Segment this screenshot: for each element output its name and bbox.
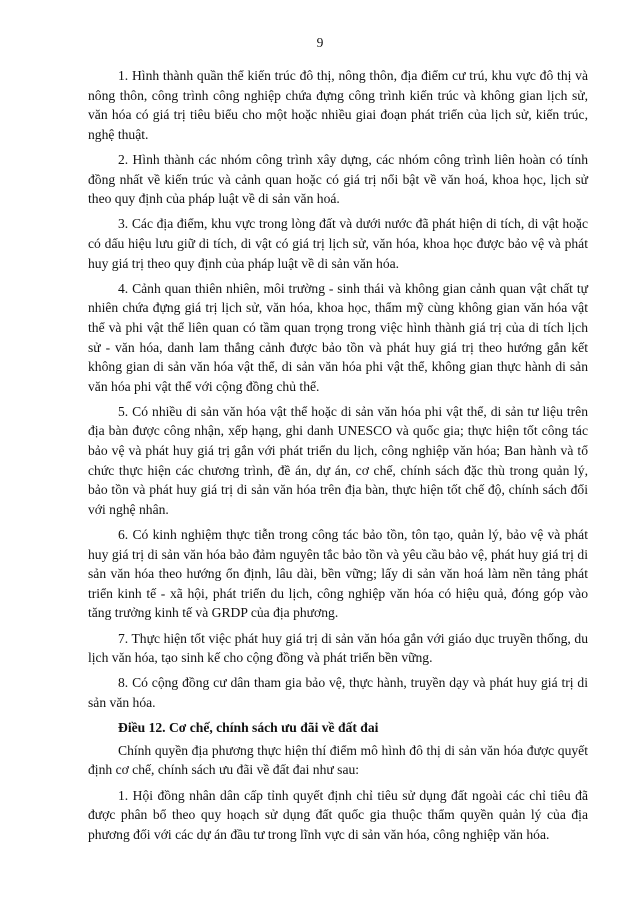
clause-2: 2. Hình thành các nhóm công trình xây dựng, các nhóm công trình liên hoàn có tính đồng nhất về kiến trúc và cảnh quan hoặc có giá trị nổi bật về văn hoá, khoa học, lịch sử theo quy định của pháp luật về di sản văn hoá. <box>88 151 588 207</box>
clause-3: 3. Các địa điểm, khu vực trong lòng đất và dưới nước đã phát hiện di tích, di vật hoặc có dấu hiệu lưu giữ di tích, di vật có giá trị lịch sử, văn hóa, khoa học được bảo vệ và phát huy giá trị theo quy định của pháp luật về di sản văn hóa. <box>88 216 588 271</box>
clause-7: 7. Thực hiện tốt việc phát huy giá trị di sản văn hóa gắn với giáo dục truyền thống, du lịch văn hóa, tạo sinh kế cho cộng đồng và phát triển bền vững. <box>88 630 588 666</box>
clause-8: 8. Có cộng đồng cư dân tham gia bảo vệ, thực hành, truyền dạy và phát huy giá trị di sản văn hóa. <box>88 675 588 710</box>
document-body <box>88 66 588 850</box>
article-heading: Điều 12. Cơ chế, chính sách ưu đãi về đất đai <box>118 720 379 736</box>
clause-1: 1. Hình thành quần thể kiến trúc đô thị, nông thôn, địa điểm cư trú, khu vực đô thị và nông thôn, công trình công nghiệp chứa đựng công trình kiến trúc và không gian lịch sử, văn hóa có giá trị tiêu biểu cho một hoặc nhiều giai đoạn phát triển của lịch sử, kiến trúc, nghệ thuật. <box>88 68 588 142</box>
article-intro: Chính quyền địa phương thực hiện thí điểm mô hình đô thị di sản văn hóa được quyết định cơ chế, chính sách ưu đãi về đất đai như sau: <box>88 742 588 778</box>
clause-5: 5. Có nhiều di sản văn hóa vật thể hoặc di sản văn hóa phi vật thể, di sản tư liệu trên địa bàn được công nhận, xếp hạng, ghi danh UNESCO và quốc gia; thực hiện tốt công tác bảo vệ và phát huy giá trị gắn với phát triển du lịch, công nghiệp văn hóa; Ban hành và tổ chức thực hiện các chương trình, đề án, dự án, cơ chế, chính sách đặc thù trong quản lý, bảo tồn và phát huy giá trị di sản văn hóa trên địa bàn, thực hiện tốt chế độ, chính sách đối với nghệ nhân. <box>88 403 588 517</box>
page-number: 9 <box>316 35 324 50</box>
clause-4: 4. Cảnh quan thiên nhiên, môi trường - sinh thái và không gian cảnh quan vật chất tự nhiên chứa đựng giá trị lịch sử, văn hóa, khoa học, thẩm mỹ cùng không gian văn hóa vật thể và phi vật thể liên quan có tầm quan trọng trong việc hình thành giá trị của di tích lịch sử - văn hóa, danh lam thắng cảnh được bảo tồn và phát huy giá trị theo hướng gắn kết không gian di sản văn hóa vật thể, di sản văn hóa phi vật thể, không gian thực hành di sản văn hóa phi vật thể với cộng đồng chủ thể. <box>88 280 588 394</box>
clause-6: 6. Có kinh nghiệm thực tiễn trong công tác bảo tồn, tôn tạo, quản lý, bảo vệ và phát huy giá trị di sản văn hóa bảo đảm nguyên tắc bảo tồn và yêu cầu bảo vệ, phát huy giá trị di sản văn hóa theo hướng ổn định, lâu dài, bền vững; lấy di sản văn hoá làm nền tảng phát triển kinh tế - xã hội, phát triển du lịch, công nghiệp văn hóa có hiệu quả, đóng góp vào tăng trưởng kinh tế và GRDP của địa phương. <box>88 527 588 621</box>
article-clause-1: 1. Hội đồng nhân dân cấp tỉnh quyết định chỉ tiêu sử dụng đất ngoài các chỉ tiêu đã được phân bổ theo quy hoạch sử dụng đất quốc gia thuộc thẩm quyền quản lý của địa phương đối với các dự án đầu tư trong lĩnh vực di sản văn hóa, công nghiệp văn hóa. <box>88 787 588 842</box>
